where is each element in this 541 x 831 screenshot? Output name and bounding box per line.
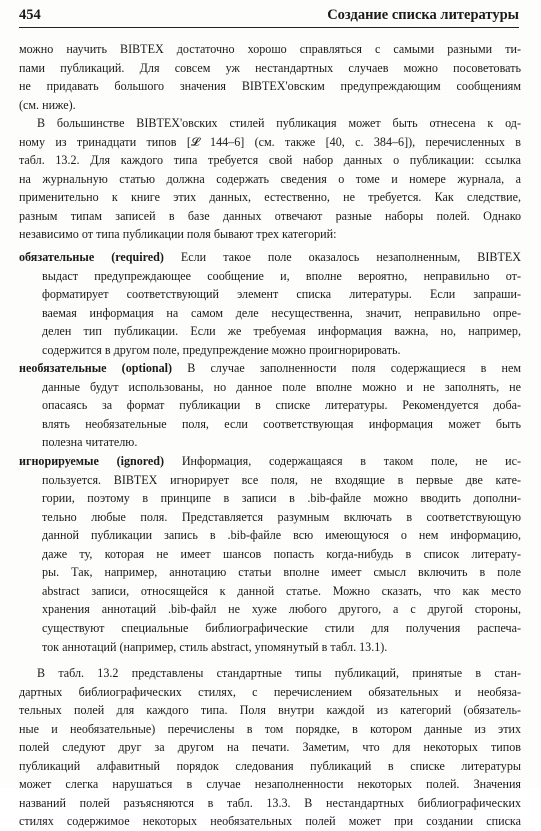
text-line: даже ту, которая не имеет шансов попасть когда-нибудь в список литерату- (42, 546, 521, 561)
definition-text: Если такое поле оказалось незаполненным, BIBTEX (163, 250, 521, 265)
text-line: ные и необязательные) перечислены в том порядке, в котором данные из этих (19, 721, 521, 736)
text-line: на журнальную статью должна содержать сведения о томе и номере журнала, а (19, 171, 521, 186)
text-line: В большинстве BIBTEX'овских стилей публикация может быть отнесена к од- (37, 116, 521, 131)
text-line: можно научить BIBTEX достаточно хорошо справляться с самыми разными ти- (19, 42, 521, 56)
text-line: опасаясь за формат публикации в списке литературы. Рекомендуется доба- (42, 398, 521, 413)
page-body (19, 40, 521, 831)
text-line: ному из тринадцати типов [𝓛 144–6] (см. также [40, с. 384–6]), перечисленных в (19, 134, 521, 149)
definition-term: игнорируемые (ignored) (19, 454, 165, 469)
text-line: не придавать большого значения BIBTEX'овским предупреждающим сообщениям (19, 79, 521, 94)
definition-term: обязательные (required) (19, 250, 164, 265)
running-header (19, 5, 519, 28)
text-line: содержится в другом поле, предупреждение можно проигнорировать. (42, 342, 401, 357)
text-line: стилях содержимое некоторых необязательных полей может при создании списка (19, 814, 521, 829)
text-line: табл. 13.2. Для каждого типа требуется свой набор данных о публикации: ссылка (19, 153, 521, 168)
definition-item-optional (19, 359, 521, 378)
text-line: данной публикации запись в .bib-файле всю имеющуюся о нем информацию, (42, 528, 521, 543)
text-line: влять необязательные поля, если соответствующая информация может быть (42, 416, 521, 431)
definition-item-required (19, 248, 521, 267)
running-title: Создание списка литературы (327, 7, 519, 23)
text-line: (см. ниже). (19, 97, 76, 112)
text-line: делен тип публикации. Если же требуемая информация важна, но, например, (42, 324, 521, 339)
text-line: существуют специальные библиографические стили для получения распеча- (42, 620, 521, 635)
text-line: тельных полей для каждого типа. Поля внутри каждой из категорий (обязатель- (19, 703, 521, 718)
text-line: пами публикаций. Для совсем уж нестандартных случаев можно посоветовать (19, 60, 521, 75)
text-line: пользуется. BIBTEX игнорирует все поля, не входящие в первые две кате- (42, 472, 521, 487)
text-line: дартных библиографических стилях, с перечислением обязательных и необяза- (19, 684, 521, 699)
text-line: публикаций алфавитный порядок следования публикаций в списке литературы (19, 758, 521, 773)
text-line: форматирует соответствующий элемент списка литературы. Если запраши- (42, 287, 521, 302)
definition-term: необязательные (optional) (19, 361, 173, 376)
text-line: названий полей разъясняются в табл. 13.3. В нестандартных библиографических (19, 795, 521, 810)
text-line: хранения аннотаций .bib-файл не хуже любого другого, а с другой стороны, (42, 602, 521, 617)
definition-text: Информация, содержащаяся в таком поле, не ис- (164, 454, 521, 469)
text-line: полезна читателю. (42, 435, 138, 450)
definition-item-ignored (19, 452, 521, 471)
text-line: ры. Так, например, аннотацию статьи вполне имеет смысл включить в поле (42, 565, 521, 580)
text-line: разным типам записей в базе данных отвечают разные наборы полей. Однако (19, 208, 521, 223)
text-line: abstract записи, относящейся к данной статье. Можно сказать, что как место (42, 583, 521, 598)
page-number: 454 (19, 7, 41, 23)
text-line: ваемая информация на самом деле несущественна, значит, неправильно опре- (42, 305, 521, 320)
text-line: ток аннотаций (например, стиль abstract, упомянутый в табл. 13.1). (42, 639, 388, 654)
text-line: может слегка нарушаться в случае незаполненности некоторых полей. Значения (19, 777, 521, 792)
text-line: тельно любые поля. Представляется разумным включать в соответствующую (42, 509, 521, 524)
definition-text: В случае заполненности поля содержащиеся в нем (172, 361, 521, 376)
text-line: независимо от типа публикации поля бывают трех категорий: (19, 227, 337, 242)
text-line: данные будут использованы, но данное поле вполне можно и не заполнять, не (42, 379, 521, 394)
text-line: полей следуют друг за другом на печати. Заметим, что для некоторых типов (19, 740, 521, 755)
text-line: В табл. 13.2 представлены стандартные типы публикаций, принятые в стан- (37, 666, 521, 681)
text-line: применительно к книге этих данных, естественно, не требуется. Как следствие, (19, 190, 521, 205)
text-line: выдаст предупреждающее сообщение и, вполне вероятно, неправильно от- (42, 268, 521, 283)
text-line: гории, поэтому в принципе в записи в .bib-файле можно вводить дополни- (42, 491, 521, 506)
